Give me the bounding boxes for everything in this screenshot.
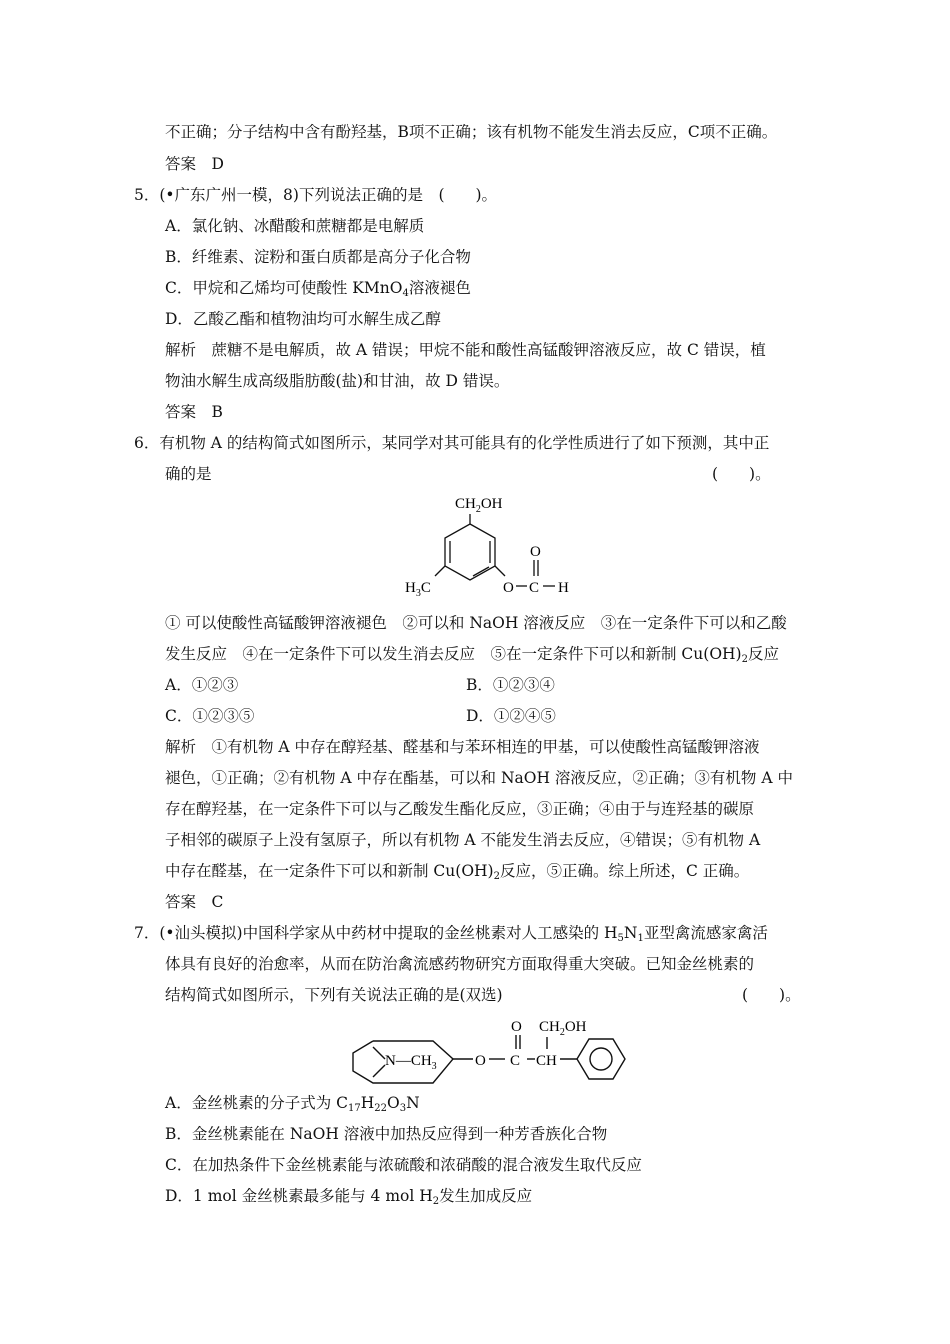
explanation-line: 褪色，①正确；②有机物 A 中存在酯基，可以和 NaOH 溶液反应，②正确；③有机物 A 中 — [165, 769, 793, 787]
explanation-line: 物油水解生成高级脂肪酸(盐)和甘油，故 D 错误。 — [165, 372, 510, 390]
question-7: 7．(•汕头模拟)中国科学家从中药材中提取的金丝桃素对人工感染的 $H_5N_1$亚型禽流感家禽活 — [134, 924, 768, 944]
structure-compound-a — [395, 492, 595, 602]
h3c-label: $H_3C$ — [405, 580, 431, 599]
answer-line: 答案 C — [165, 893, 224, 911]
option-b: B．金丝桃素能在 NaOH 溶液中加热反应得到一种芳香族化合物 — [165, 1125, 608, 1143]
option-b: B．纤维素、淀粉和蛋白质都是高分子化合物 — [165, 248, 471, 266]
carbonyl-oxygen-label: O — [530, 544, 541, 560]
option-c: C．①②③⑤ — [165, 707, 255, 725]
option-d: D．①②④⑤ — [466, 707, 556, 725]
n-methyl-label: $N—CH_3$ — [385, 1053, 437, 1072]
ch2oh-label: $CH_2OH$ — [455, 496, 503, 515]
question-5: 5．(•广东广州一模，8)下列说法正确的是 ( )。 — [134, 186, 498, 204]
carbonyl-oxygen-label: O — [511, 1019, 522, 1035]
option-d: D．1 mol 金丝桃素最多能与 4 mol $H_2$发生加成反应 — [165, 1187, 533, 1207]
prediction-line: ① 可以使酸性高锰酸钾溶液褪色 ②可以和 NaOH 溶液反应 ③在一定条件下可以和乙酸 — [165, 614, 787, 632]
option-c: C．在加热条件下金丝桃素能与浓硫酸和浓硝酸的混合液发生取代反应 — [165, 1156, 642, 1174]
option-b: B．①②③④ — [466, 676, 555, 694]
ch2oh-label: $CH_2OH$ — [539, 1019, 587, 1038]
explanation-line: 解析 ①有机物 A 中存在醇羟基、醛基和与苯环相连的甲基，可以使酸性高锰酸钾溶液 — [165, 738, 760, 756]
answer-line: 答案 D — [165, 155, 224, 173]
option-d: D．乙酸乙酯和植物油均可水解生成乙醇 — [165, 310, 441, 328]
ch-label: CH — [536, 1053, 557, 1069]
explanation-line: 中存在醛基，在一定条件下可以和新制 $Cu(OH)_2$反应，⑤正确。综上所述，C 正确。 — [165, 862, 750, 882]
link-carbon-label: C — [510, 1053, 521, 1069]
answer-line: 答案 B — [165, 403, 223, 421]
question-6: 6．有机物 A 的结构简式如图所示，某同学对其可能具有的化学性质进行了如下预测，其中正 — [134, 434, 770, 452]
structure-compound-b — [345, 1015, 645, 1095]
explanation-line: 解析 蔗糖不是电解质，故 A 错误；甲烷不能和酸性高锰酸钾溶液反应，故 C 错误，植 — [165, 341, 766, 359]
answer-paren: ( )。 — [712, 465, 771, 483]
option-c: C．甲烷和乙烯均可使酸性 KMnO$_4$溶液褪色 — [165, 279, 471, 299]
explanation-line: 子相邻的碳原子上没有氢原子，所以有机物 A 不能发生消去反应，④错误；⑤有机物 A — [165, 831, 761, 849]
link-oxygen-label: O — [475, 1053, 486, 1069]
question-7-cont: 体具有良好的治愈率，从而在防治禽流感药物研究方面取得重大突破。已知金丝桃素的 — [165, 955, 755, 973]
answer-paren: ( )。 — [742, 986, 801, 1004]
option-a: A．金丝桃素的分子式为 $C_{17}H_{22}O_3N$ — [165, 1094, 420, 1114]
carbonyl-carbon-label: C — [529, 580, 540, 596]
option-a: A．氯化钠、冰醋酸和蔗糖都是电解质 — [165, 217, 425, 235]
ester-oxygen-label: O — [503, 580, 514, 596]
text-line: 不正确；分子结构中含有酚羟基，B项不正确；该有机物不能发生消去反应，C项不正确。 — [165, 123, 778, 141]
prediction-line: 发生反应 ④在一定条件下可以发生消去反应 ⑤在一定条件下可以和新制 $Cu(OH)_2$反应 — [165, 645, 779, 665]
question-6-cont: 确的是 — [165, 465, 212, 483]
question-7-cont: 结构简式如图所示，下列有关说法正确的是(双选) — [165, 986, 503, 1004]
option-a: A．①②③ — [165, 676, 239, 694]
formyl-h-label: H — [558, 580, 569, 596]
explanation-line: 存在醇羟基，在一定条件下可以与乙酸发生酯化反应，③正确；④由于与连羟基的碳原 — [165, 800, 755, 818]
